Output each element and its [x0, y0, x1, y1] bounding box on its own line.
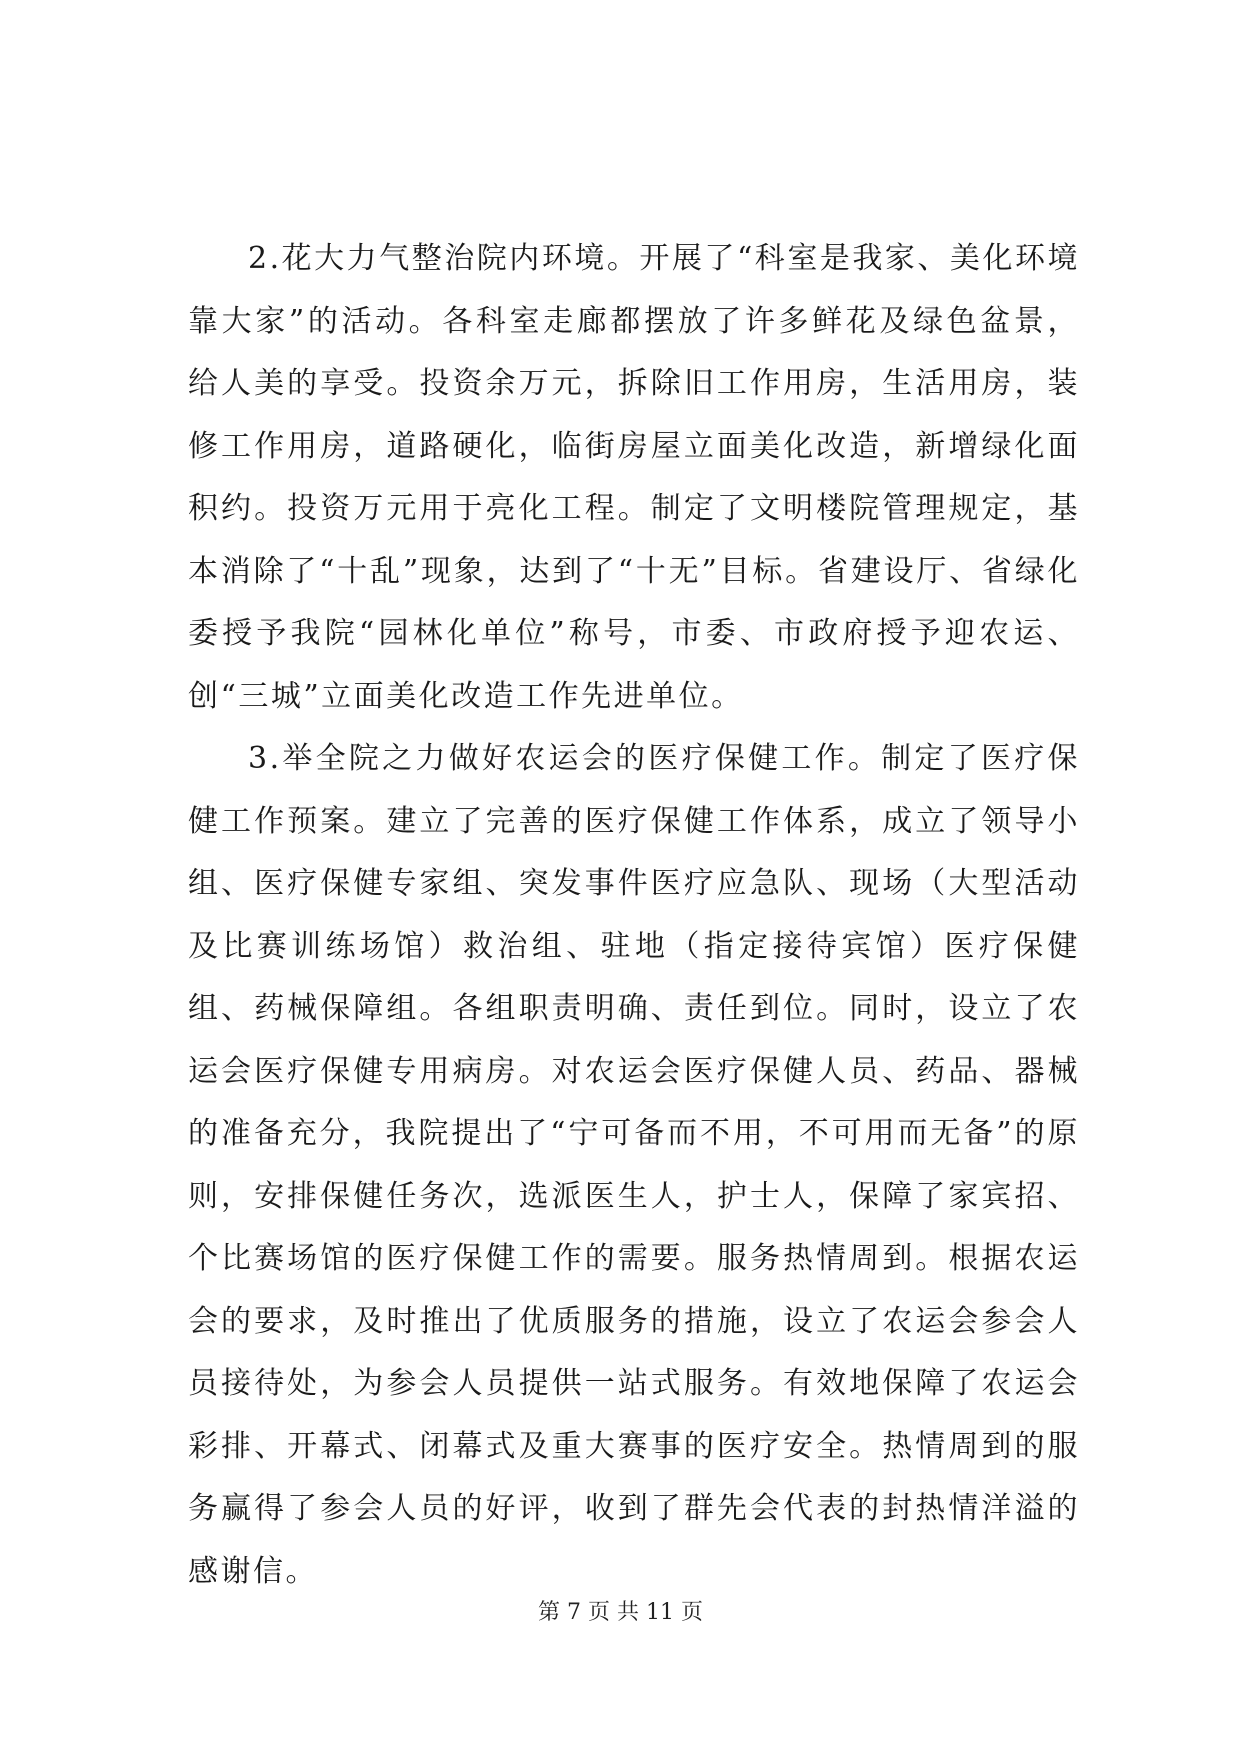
paragraph-environment: 2.花大力气整治院内环境。开展了“科室是我家、美化环境靠大家”的活动。各科室走廊都摆放了许多鲜花及绿色盆景，给人美的享受。投资余万元，拆除旧工作用房，生活用房，装修工作用房，道路硬化，临街房屋立面美化改造，新增绿化面积约。投资万元用于亮化工程。制定了文明楼院管理规定，基本消除了“十乱”现象，达到了“十无”目标。省建设厅、省绿化委授予我院“园林化单位”称号，市委、市政府授予迎农运、创“三城”立面美化改造工作先进单位。 — [188, 241, 1080, 714]
paragraph-medical-care: 3.举全院之力做好农运会的医疗保健工作。制定了医疗保健工作预案。建立了完善的医疗保健工作体系，成立了领导小组、医疗保健专家组、突发事件医疗应急队、现场（大型活动及比赛训练场馆）救治组、驻地（指定接待宾馆）医疗保健组、药械保障组。各组职责明确、责任到位。同时，设立了农运会医疗保健专用病房。对农运会医疗保健人员、药品、器械的准备充分，我院提出了“宁可备而不用，不可用而无备”的原则，安排保健任务次，选派医生人，护士人，保障了家宾招、个比赛场馆的医疗保健工作的需要。服务热情周到。根据农运会的要求，及时推出了优质服务的措施，设立了农运会参会人员接待处，为参会人员提供一站式服务。有效地保障了农运会彩排、开幕式、闭幕式及重大赛事的医疗安全。热情周到的服务赢得了参会人员的好评，收到了群先会代表的封热情洋溢的感谢信。 — [188, 741, 1080, 1589]
body-text — [188, 228, 1080, 1603]
page-footer: 第 7 页 共 11 页 — [538, 1600, 703, 1625]
